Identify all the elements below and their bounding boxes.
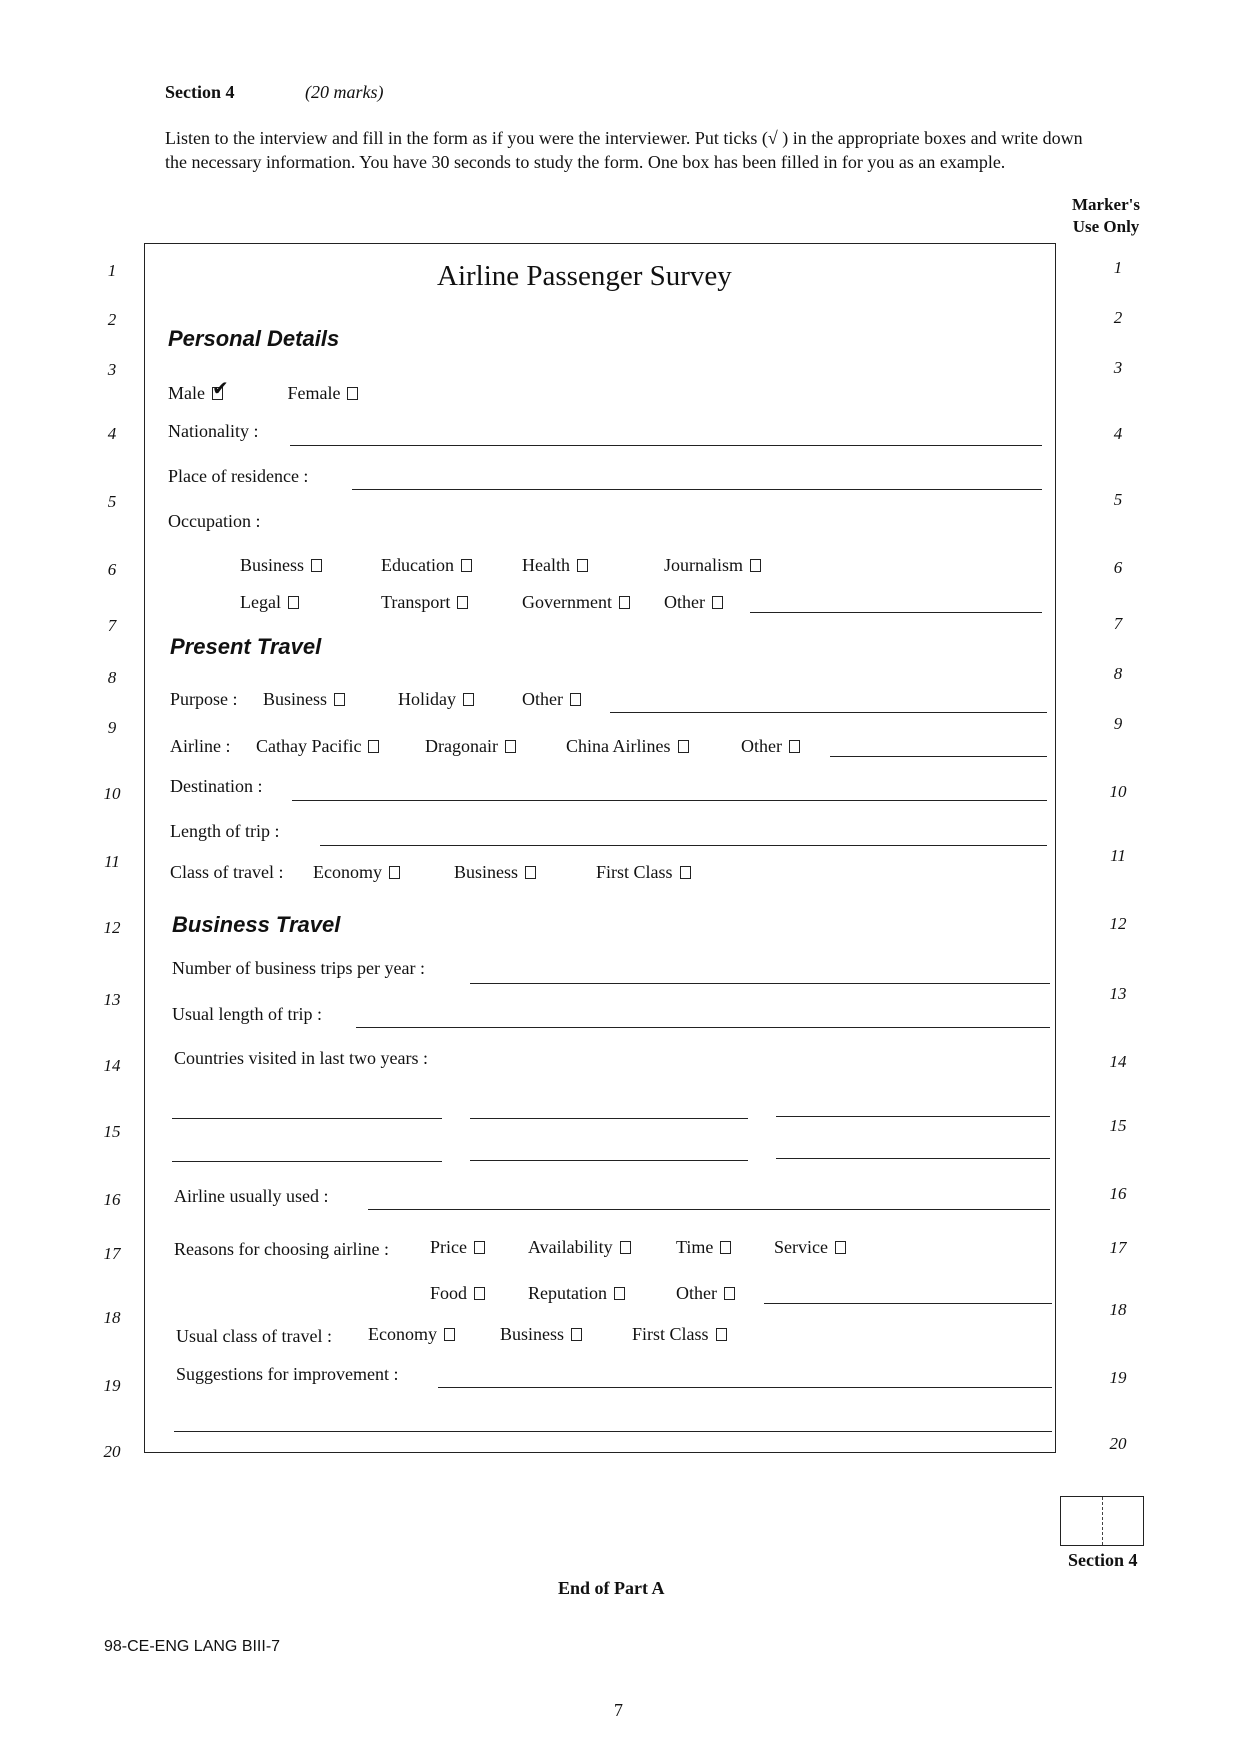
airline-used-label: Airline usually used : [174,1186,329,1206]
reason-reputation-checkbox[interactable] [614,1287,625,1300]
airline-dragonair-checkbox[interactable] [505,740,516,753]
left-num-7: 7 [107,616,117,635]
right-num-8: 8 [1113,664,1123,683]
occ-legal-checkbox[interactable] [288,596,299,609]
score-box-divider [1102,1497,1103,1545]
occ-education-checkbox[interactable] [461,559,472,572]
airline-china-checkbox[interactable] [678,740,689,753]
residence-field[interactable] [352,489,1042,490]
country-field-4[interactable] [172,1161,442,1162]
class-first-checkbox[interactable] [680,866,691,879]
purpose-other-option [522,689,581,710]
right-num-13: 13 [1109,984,1127,1003]
marker-line-2: Use Only [1072,217,1140,236]
occ-other-field[interactable] [750,612,1042,613]
class-first-label: First Class [596,862,673,882]
occ-education-option [381,555,472,576]
usual-class-business-checkbox[interactable] [571,1328,582,1341]
destination-label: Destination : [170,776,263,796]
airline-cathay-option [256,736,379,757]
purpose-other-label: Other [522,689,563,709]
country-field-3[interactable] [776,1116,1050,1117]
class-label: Class of travel : [170,862,284,882]
occ-business-label: Business [240,555,305,575]
reason-reputation-label: Reputation [528,1283,607,1303]
reason-service-option [774,1237,846,1258]
occupation-label: Occupation : [168,511,261,531]
right-num-5: 5 [1113,490,1123,509]
left-num-11: 11 [104,852,120,871]
survey-form [144,243,1056,1453]
right-num-2: 2 [1113,308,1123,327]
male-checkbox[interactable] [212,387,223,400]
usual-class-economy-label: Economy [368,1324,437,1344]
destination-field[interactable] [292,800,1047,801]
left-num-3: 3 [107,360,117,379]
airline-cathay-label: Cathay Pacific [256,736,362,756]
purpose-other-field[interactable] [610,712,1047,713]
reason-food-option [430,1283,485,1304]
class-business-checkbox[interactable] [525,866,536,879]
occ-other-option [664,592,723,613]
reason-price-option [430,1237,485,1258]
paper-code: 98-CE-ENG LANG BIII-7 [104,1638,281,1655]
purpose-holiday-checkbox[interactable] [463,693,474,706]
airline-other-label: Other [741,736,782,756]
left-num-20: 20 [103,1442,121,1461]
section-marks: (20 marks) [305,82,384,102]
usual-class-economy-checkbox[interactable] [444,1328,455,1341]
gender-row [168,383,358,404]
left-num-15: 15 [103,1122,121,1141]
left-num-4: 4 [107,424,117,443]
usual-class-first-checkbox[interactable] [716,1328,727,1341]
class-business-label: Business [454,862,519,882]
score-box [1060,1496,1144,1546]
nationality-field[interactable] [290,445,1042,446]
personal-details-heading: Personal Details [168,326,340,351]
reason-availability-option [528,1237,631,1258]
right-num-19: 19 [1109,1368,1127,1387]
section-title: Section 4 [165,82,235,102]
airline-other-option [741,736,800,757]
occ-health-option [522,555,588,576]
marker-line-1: Marker's [1072,195,1140,214]
male-label: Male [168,383,205,403]
usual-length-label: Usual length of trip : [172,1004,322,1024]
usual-length-field[interactable] [356,1027,1050,1028]
reason-service-checkbox[interactable] [835,1241,846,1254]
occ-legal-label: Legal [240,592,281,612]
left-num-18: 18 [103,1308,121,1327]
usual-class-first-label: First Class [632,1324,709,1344]
trips-field[interactable] [470,983,1050,984]
occ-health-checkbox[interactable] [577,559,588,572]
occ-health-label: Health [522,555,570,575]
left-num-17: 17 [103,1244,121,1263]
usual-class-business-label: Business [500,1324,565,1344]
purpose-other-checkbox[interactable] [570,693,581,706]
female-checkbox[interactable] [347,387,358,400]
left-num-12: 12 [103,918,121,937]
airline-other-field[interactable] [830,756,1047,757]
left-num-19: 19 [103,1376,121,1395]
purpose-label: Purpose : [170,689,238,709]
occ-transport-label: Transport [381,592,451,612]
left-num-6: 6 [107,560,117,579]
usual-class-economy-option [368,1324,455,1345]
right-num-15: 15 [1109,1116,1127,1135]
airline-label: Airline : [170,736,231,756]
female-option [287,383,358,404]
airline-china-option [566,736,689,757]
occ-government-label: Government [522,592,612,612]
right-num-20: 20 [1109,1434,1127,1453]
airline-other-checkbox[interactable] [789,740,800,753]
purpose-business-label: Business [263,689,328,709]
reason-other-checkbox[interactable] [724,1287,735,1300]
left-num-8: 8 [107,668,117,687]
right-num-7: 7 [1113,614,1123,633]
country-field-6[interactable] [776,1158,1050,1159]
male-option [168,383,223,404]
class-economy-option [313,862,400,883]
countries-label: Countries visited in last two years : [174,1048,428,1068]
occ-transport-option [381,592,468,613]
purpose-holiday-option [398,689,474,710]
occ-education-label: Education [381,555,454,575]
nationality-label: Nationality : [168,421,259,441]
occ-transport-checkbox[interactable] [457,596,468,609]
occ-business-option [240,555,322,576]
class-first-option [596,862,691,883]
residence-label: Place of residence : [168,466,309,486]
right-num-4: 4 [1113,424,1123,443]
reasons-label: Reasons for choosing airline : [174,1239,389,1259]
reason-food-checkbox[interactable] [474,1287,485,1300]
airline-china-label: China Airlines [566,736,671,756]
left-num-5: 5 [107,492,117,511]
purpose-business-checkbox[interactable] [334,693,345,706]
occ-journalism-checkbox[interactable] [750,559,761,572]
right-num-16: 16 [1109,1184,1127,1203]
occ-government-checkbox[interactable] [619,596,630,609]
form-title: Airline Passenger Survey [437,260,732,292]
reason-other-field[interactable] [764,1303,1052,1304]
reason-time-label: Time [676,1237,714,1257]
suggestions-label: Suggestions for improvement : [176,1364,399,1384]
reason-other-option [676,1283,735,1304]
right-num-18: 18 [1109,1300,1127,1319]
reason-other-label: Other [676,1283,717,1303]
reason-availability-label: Availability [528,1237,613,1257]
usual-class-first-option [632,1324,727,1345]
length-label: Length of trip : [170,821,280,841]
right-num-14: 14 [1109,1052,1127,1071]
country-field-1[interactable] [172,1118,442,1119]
page-number: 7 [614,1700,623,1720]
present-travel-heading: Present Travel [170,634,322,659]
left-num-1: 1 [107,261,117,280]
trips-label: Number of business trips per year : [172,958,425,978]
purpose-business-option [263,689,345,710]
suggestions-field-2[interactable] [174,1431,1052,1432]
purpose-holiday-label: Holiday [398,689,456,709]
class-business-option [454,862,536,883]
airline-dragonair-option [425,736,516,757]
left-num-9: 9 [107,718,117,737]
occ-legal-option [240,592,299,613]
occ-other-label: Other [664,592,705,612]
left-num-2: 2 [107,310,117,329]
occ-business-checkbox[interactable] [311,559,322,572]
right-num-12: 12 [1109,914,1127,933]
usual-class-label: Usual class of travel : [176,1326,332,1346]
left-num-10: 10 [103,784,121,803]
airline-dragonair-label: Dragonair [425,736,498,756]
right-num-11: 11 [1110,846,1126,865]
country-field-5[interactable] [470,1160,748,1161]
marker-use-label [1058,194,1154,238]
business-travel-heading: Business Travel [172,912,341,937]
reason-food-label: Food [430,1283,468,1303]
reason-price-label: Price [430,1237,467,1257]
country-field-2[interactable] [470,1118,748,1119]
occ-journalism-label: Journalism [664,555,743,575]
usual-class-business-option [500,1324,582,1345]
right-num-9: 9 [1113,714,1123,733]
right-num-3: 3 [1113,358,1123,377]
suggestions-field-1[interactable] [438,1387,1052,1388]
right-num-10: 10 [1109,782,1127,801]
instructions: Listen to the interview and fill in the form as if you were the interviewer. Put ticks (√ ) in the appropriate boxes and write down the necessary information. You have 30 seconds to study the form. One box has been filled in for you as an example. [165,128,1083,172]
length-field[interactable] [320,845,1047,846]
reason-service-label: Service [774,1237,828,1257]
reason-time-option [676,1237,731,1258]
left-num-14: 14 [103,1056,121,1075]
airline-used-field[interactable] [368,1209,1050,1210]
occ-journalism-option [664,555,761,576]
right-num-6: 6 [1113,558,1123,577]
class-economy-checkbox[interactable] [389,866,400,879]
score-section-label: Section 4 [1068,1550,1138,1570]
occ-other-checkbox[interactable] [712,596,723,609]
reason-price-checkbox[interactable] [474,1241,485,1254]
left-num-13: 13 [103,990,121,1009]
reason-reputation-option [528,1283,625,1304]
occ-government-option [522,592,630,613]
airline-cathay-checkbox[interactable] [368,740,379,753]
end-of-part-label: End of Part A [558,1578,665,1598]
right-num-17: 17 [1109,1238,1127,1257]
right-num-1: 1 [1113,258,1123,277]
reason-time-checkbox[interactable] [720,1241,731,1254]
reason-availability-checkbox[interactable] [620,1241,631,1254]
female-label: Female [287,383,341,403]
class-economy-label: Economy [313,862,382,882]
left-num-16: 16 [103,1190,121,1209]
